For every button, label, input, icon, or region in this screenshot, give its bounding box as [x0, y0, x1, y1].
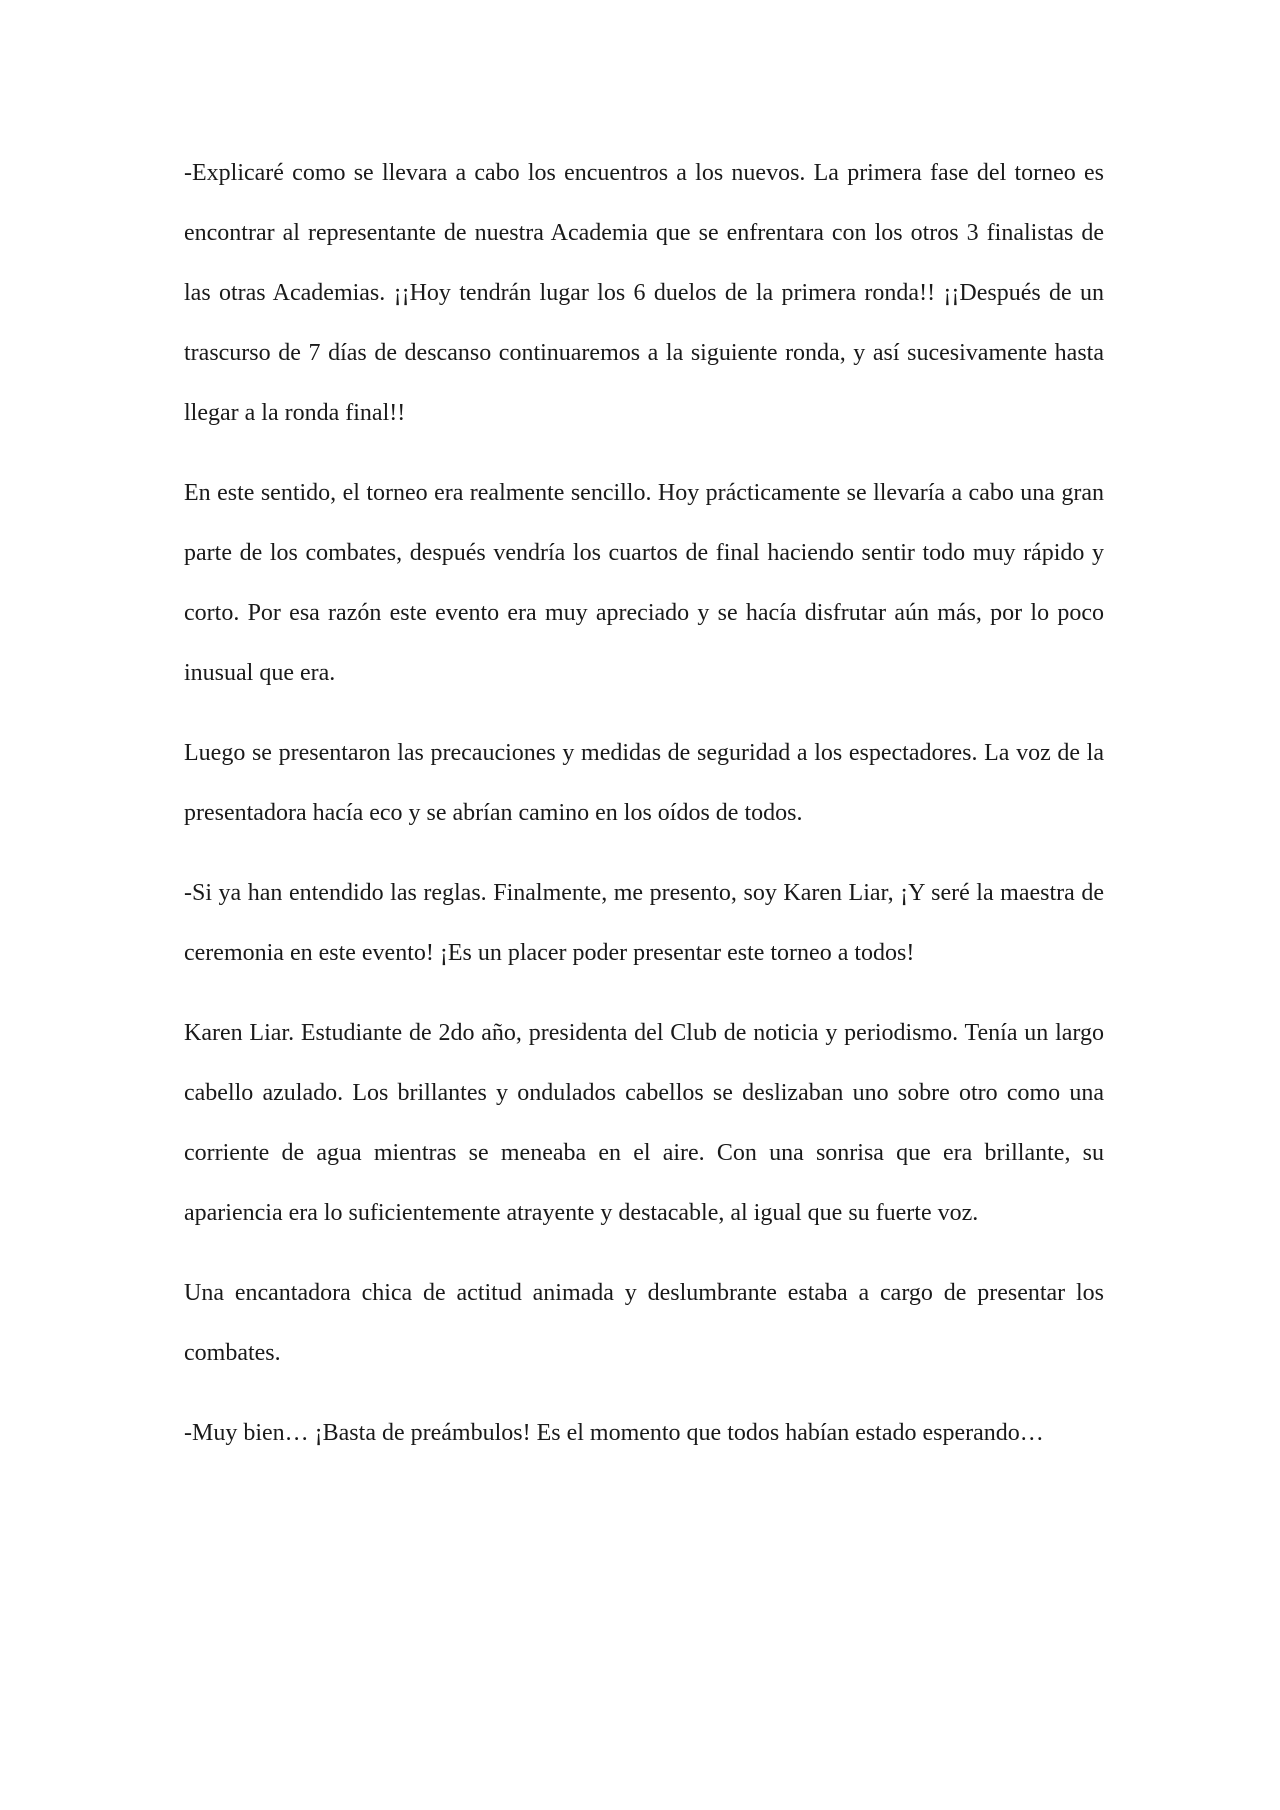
paragraph-1: -Explicaré como se llevara a cabo los encuentros a los nuevos. La primera fase del torneo es encontrar al representante de nuestra Academia que se enfrentara con los otros 3 finalistas de las otras Academias. ¡¡Hoy tendrán lugar los 6 duelos de la primera ronda!! ¡¡Después de un trascurso de 7 días de descanso continuaremos a la siguiente ronda, y así sucesivamente hasta llegar a la ronda final!!: [184, 160, 1104, 426]
paragraph-6: Una encantadora chica de actitud animada y deslumbrante estaba a cargo de presentar los combates.: [184, 1280, 1104, 1366]
paragraph-3: Luego se presentaron las precauciones y medidas de seguridad a los espectadores. La voz de la presentadora hacía eco y se abrían camino en los oídos de todos.: [184, 740, 1104, 826]
document-body: [184, 143, 1104, 1483]
paragraph-4: -Si ya han entendido las reglas. Finalmente, me presento, soy Karen Liar, ¡Y seré la maestra de ceremonia en este evento! ¡Es un placer poder presentar este torneo a todos!: [184, 880, 1104, 966]
paragraph-7: -Muy bien… ¡Basta de preámbulos! Es el momento que todos habían estado esperando…: [184, 1420, 1044, 1446]
paragraph-2: En este sentido, el torneo era realmente sencillo. Hoy prácticamente se llevaría a cabo una gran parte de los combates, después vendría los cuartos de final haciendo sentir todo muy rápido y corto. Por esa razón este evento era muy apreciado y se hacía disfrutar aún más, por lo poco inusual que era.: [184, 480, 1104, 686]
paragraph-5: Karen Liar. Estudiante de 2do año, presidenta del Club de noticia y periodismo. Tenía un largo cabello azulado. Los brillantes y ondulados cabellos se deslizaban uno sobre otro como una corriente de agua mientras se meneaba en el aire. Con una sonrisa que era brillante, su apariencia era lo suficientemente atrayente y destacable, al igual que su fuerte voz.: [184, 1020, 1104, 1226]
